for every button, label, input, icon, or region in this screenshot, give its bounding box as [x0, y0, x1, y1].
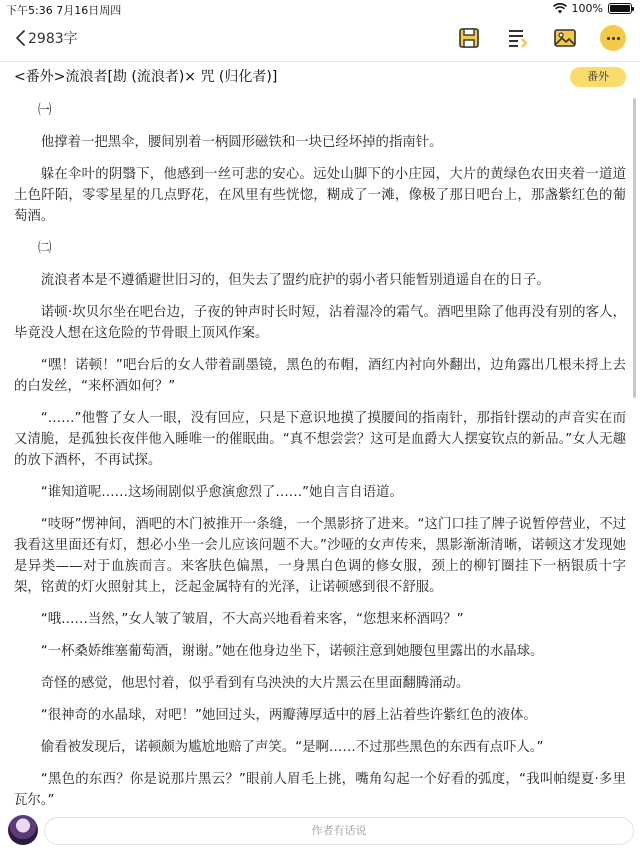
status-bar: [0, 0, 640, 18]
chapter-header: [14, 66, 626, 88]
paragraph: “……”他瞥了女人一眼，没有回应，只是下意识地摸了摸腰间的指南针，那指针摆动的声音实在而又清脆，是孤独长夜伴他入睡唯一的催眠曲。“真不想尝尝？这可是血爵大人摆宴钦点的新品。”女人无趣的放下酒杯，不再试探。: [14, 411, 626, 468]
nav-bar: [0, 18, 640, 60]
battery-percent: 100%: [571, 2, 603, 15]
paragraph: “嘿！诺顿！”吧台后的女人带着副墨镜，黑色的布帽，酒红内衬向外翻出，边角露出几根未捋上去的白发丝，“来杯酒如何？”: [14, 358, 626, 394]
back-chevron-icon: [14, 29, 26, 47]
status-indicators: [553, 2, 632, 15]
wifi-icon: [553, 3, 567, 14]
toolbar: [456, 25, 626, 51]
section-number: ㈠: [38, 103, 52, 118]
more-icon-dot: [612, 37, 615, 40]
paragraph: 诺顿·坎贝尔坐在吧台边，子夜的钟声时长时短，沾着湿冷的霜气。酒吧里除了他再没有别的客人，毕竟没人想在这危险的节骨眼上顶风作案。: [14, 305, 626, 341]
paragraph: “哦……当然，”女人皱了皱眉，不大高兴地看着来客，“您想来杯酒吗？”: [40, 612, 464, 627]
save-button[interactable]: [456, 25, 482, 51]
save-icon: [458, 27, 480, 49]
chapter-content[interactable]: [14, 100, 626, 810]
list-icon: [506, 27, 528, 49]
paragraph: “黑色的东西？你是说那片黑云？”眼前人眉毛上挑，嘴角勾起一个好看的弧度，“我叫帕缇夏·多里瓦尔。”: [14, 772, 626, 808]
more-icon: [607, 37, 610, 40]
bottom-bar: [0, 812, 640, 853]
image-icon: [553, 27, 577, 49]
scrollbar[interactable]: [633, 98, 636, 808]
chapter-list-button[interactable]: [504, 25, 530, 51]
chapter-type-badge[interactable]: 番外: [570, 67, 626, 87]
paragraph: “很神奇的水晶球，对吧！”她回过头，两瓣薄厚适中的唇上沾着些许紫红色的液体。: [40, 708, 537, 723]
battery-fill: [610, 5, 630, 12]
paragraph: 躲在伞叶的阴翳下，他感到一丝可悲的安心。远处山脚下的小庄园，大片的黄绿色农田夹着一道道土色阡陌，零零星星的几点野花，在风里有些恍惚，糊成了一滩，像极了那日吧台上，那盏紫红色的葡萄酒。: [14, 167, 626, 224]
back-button[interactable]: [14, 28, 78, 48]
more-button[interactable]: [600, 25, 626, 51]
battery-icon: [608, 3, 632, 14]
section-number: ㈡: [38, 241, 52, 256]
nav-divider: [0, 61, 640, 62]
paragraph: 奇怪的感觉，他思忖着，似乎看到有乌泱泱的大片黑云在里面翻腾涌动。: [40, 676, 470, 691]
chapter-title: <番外>流浪者[勘 (流浪者)× 咒 (归化者)]: [14, 69, 278, 85]
more-icon-dot: [617, 37, 620, 40]
paragraph: “一杯桑娇维塞葡萄酒，谢谢。”她在他身边坐下，诺顿注意到她腰包里露出的水晶球。: [40, 644, 544, 659]
paragraph: “吱呀”愣神间，酒吧的木门被推开一条缝，一个黑影挤了进来。“这门口挂了牌子说暂停营业，不过我看这里面还有灯，想必小坐一会儿应该问题不大。”沙哑的女声传来，黑影渐渐清晰，诺顿这才发现她是异类——对于血族而言。来客肤色偏黑，一身黑白色调的修女服，颈上的柳钉圈挂下一柄银质十字架，铭黄的灯火照射其上，泛起金属特有的光泽，让诺顿感到很不舒服。: [14, 517, 626, 595]
paragraph: 偷看被发现后，诺顿颇为尴尬地赔了声笑。“是啊……不过那些黑色的东西有点吓人。”: [40, 740, 544, 755]
insert-image-button[interactable]: [552, 25, 578, 51]
paragraph: 他撑着一把黑伞，腰间别着一柄圆形磁铁和一块已经坏掉的指南针。: [40, 135, 443, 150]
author-avatar[interactable]: [8, 815, 38, 845]
scrollbar-thumb[interactable]: [633, 98, 636, 398]
author-note-input[interactable]: 作者有话说: [44, 817, 634, 845]
paragraph: “谁知道呢……这场闹剧似乎愈演愈烈了……”她自言自语道。: [40, 485, 403, 500]
status-time-date: 下午5:36 7月16日周四: [6, 4, 122, 17]
paragraph: 流浪者本是不遵循避世旧习的，但失去了盟约庇护的弱小者只能暂别逍遥自在的日子。: [40, 273, 550, 288]
word-count: 2983字: [28, 31, 78, 47]
